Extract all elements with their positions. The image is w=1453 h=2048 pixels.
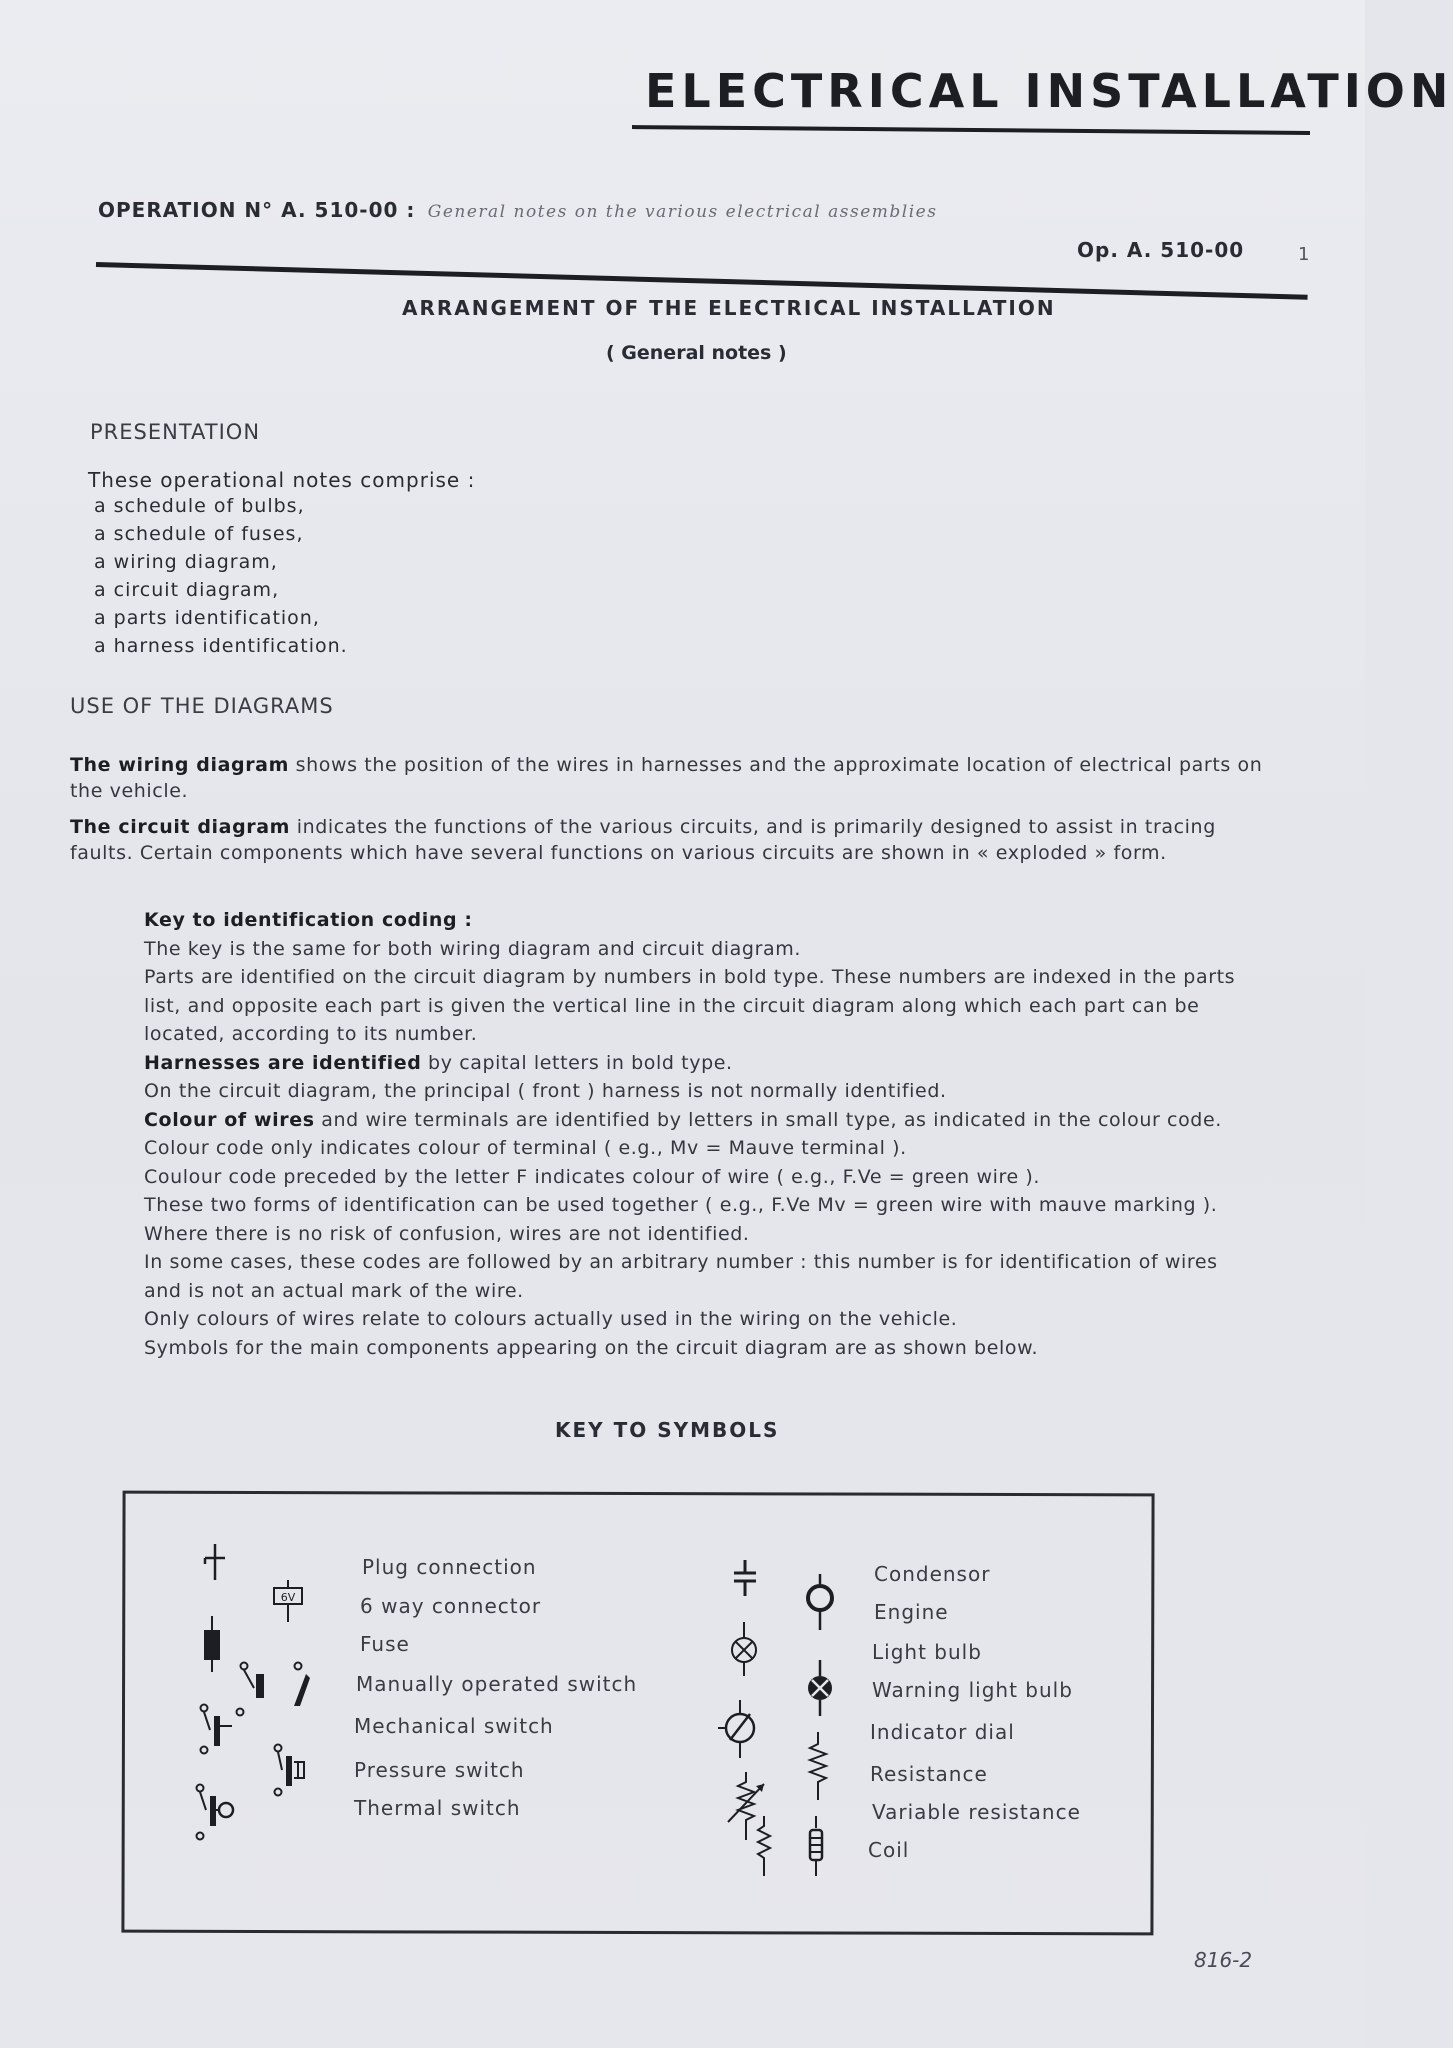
key-line: Symbols for the main components appearing on the circuit diagram are as shown below. [144, 1336, 1039, 1359]
presentation-list [88, 468, 475, 660]
mechanical-switch-icon [196, 1700, 266, 1760]
symbol-label-coil: Coil [868, 1838, 910, 1862]
resistance-icon [806, 1732, 830, 1802]
wiring-diagram-text: shows the position of the wires in harnesses and the approximate location of electrical parts on the vehicle. [70, 754, 1263, 802]
section-subtitle: ( General notes ) [606, 342, 787, 364]
symbol-label-fuse: Fuse [360, 1632, 410, 1656]
six-way-connector-icon [270, 1580, 306, 1624]
symbol-label-six-way-connector: 6 way connector [360, 1594, 542, 1618]
operation-reference: Op. A. 510-00 [1077, 238, 1245, 262]
condensor-icon [730, 1560, 760, 1598]
circuit-diagram-text: indicates the functions of the various circuits, and is primarily designed to assist in tracing faults. Certain components which have several functions on various circuits are shown in « exploded » form. [70, 816, 1216, 864]
key-line: The key is the same for both wiring diagram and circuit diagram. [144, 937, 801, 960]
symbols-heading: KEY TO SYMBOLS [555, 1418, 780, 1442]
symbol-label-variable-resistance: Variable resistance [872, 1800, 1081, 1824]
symbol-label-condensor: Condensor [874, 1562, 991, 1586]
six-way-connector-label: 6V [280, 1591, 296, 1604]
document-code: 816-2 [1194, 1948, 1253, 1972]
symbol-label-plug-connection: Plug connection [362, 1555, 537, 1579]
list-item: a schedule of fuses, [94, 523, 304, 545]
list-item: a circuit diagram, [94, 579, 280, 601]
operation-rule [96, 262, 1308, 300]
symbol-label-engine: Engine [874, 1600, 949, 1624]
key-line: list, and opposite each part is given the vertical line in the circuit diagram along which each part can be [144, 994, 1200, 1017]
key-line: Only colours of wires relate to colours actually used in the wiring on the vehicle. [144, 1308, 958, 1330]
engine-icon [802, 1574, 838, 1632]
section-title: ARRANGEMENT OF THE ELECTRICAL INSTALLATION [402, 296, 1056, 320]
symbol-label-manual-switch: Manually operated switch [356, 1672, 638, 1696]
warning-light-bulb-icon [802, 1660, 838, 1718]
document-title: ELECTRICAL INSTALLATION [645, 64, 1453, 118]
page-number: 1 [1298, 244, 1310, 265]
wiring-diagram-term: The wiring diagram [70, 754, 290, 776]
key-line: Harnesses are identified by capital letters in bold type. [144, 1051, 733, 1074]
symbol-label-resistance: Resistance [870, 1762, 988, 1786]
symbol-label-pressure-switch: Pressure switch [354, 1758, 525, 1782]
pressure-switch-icon [270, 1740, 330, 1800]
fuse-icon [198, 1616, 226, 1674]
indicator-dial-icon [716, 1700, 764, 1760]
key-line: and is not an actual mark of the wire. [144, 1279, 524, 1302]
operation-line [98, 198, 1318, 238]
operation-description: General notes on the various electrical assemblies [427, 202, 938, 222]
list-item: a schedule of bulbs, [94, 495, 305, 517]
key-line: In some cases, these codes are followed by an arbitrary number : this number is for identification of wires [144, 1251, 1218, 1273]
circuit-diagram-paragraph [70, 814, 1280, 866]
presentation-intro: These operational notes comprise : [88, 468, 476, 492]
operation-label: OPERATION N° A. 510-00 : [98, 198, 416, 222]
circuit-diagram-term: The circuit diagram [70, 816, 291, 838]
light-bulb-icon [726, 1622, 762, 1678]
symbol-label-warning-light-bulb: Warning light bulb [872, 1678, 1073, 1702]
key-line: Coulour code preceded by the letter F indicates colour of wire ( e.g., F.Ve = green wire ). [144, 1165, 1041, 1188]
key-line: On the circuit diagram, the principal ( front ) harness is not normally identified. [144, 1080, 947, 1102]
key-line: These two forms of identification can be used together ( e.g., F.Ve Mv = green wire with mauve marking ). [144, 1194, 1218, 1216]
list-item: a wiring diagram, [94, 551, 278, 573]
use-heading: USE OF THE DIAGRAMS [70, 694, 334, 718]
wiring-diagram-paragraph [70, 752, 1280, 804]
symbol-label-thermal-switch: Thermal switch [354, 1796, 521, 1820]
symbol-label-light-bulb: Light bulb [872, 1640, 982, 1664]
title-underline [632, 125, 1310, 135]
presentation-heading: PRESENTATION [90, 420, 261, 444]
symbol-label-mechanical-switch: Mechanical switch [354, 1714, 554, 1738]
list-item: a parts identification, [94, 607, 320, 629]
coil-icon [752, 1816, 842, 1878]
list-item: a harness identification. [94, 635, 348, 657]
key-block [144, 906, 1274, 1362]
key-line: located, according to its number. [144, 1023, 478, 1045]
symbol-label-indicator-dial: Indicator dial [870, 1720, 1015, 1744]
key-line: Parts are identified on the circuit diagram by numbers in bold type. These numbers are indexed in the parts [144, 966, 1236, 988]
key-line: Colour of wires and wire terminals are identified by letters in small type, as indicated in the colour code. [144, 1108, 1222, 1131]
key-line: Colour code only indicates colour of terminal ( e.g., Mv = Mauve terminal ). [144, 1137, 907, 1159]
thermal-switch-icon [192, 1780, 242, 1844]
symbols-legend-box [121, 1491, 1154, 1936]
key-line: Where there is no risk of confusion, wires are not identified. [144, 1222, 750, 1245]
key-heading: Key to identification coding : [144, 909, 473, 931]
plug-connection-icon [200, 1540, 230, 1582]
